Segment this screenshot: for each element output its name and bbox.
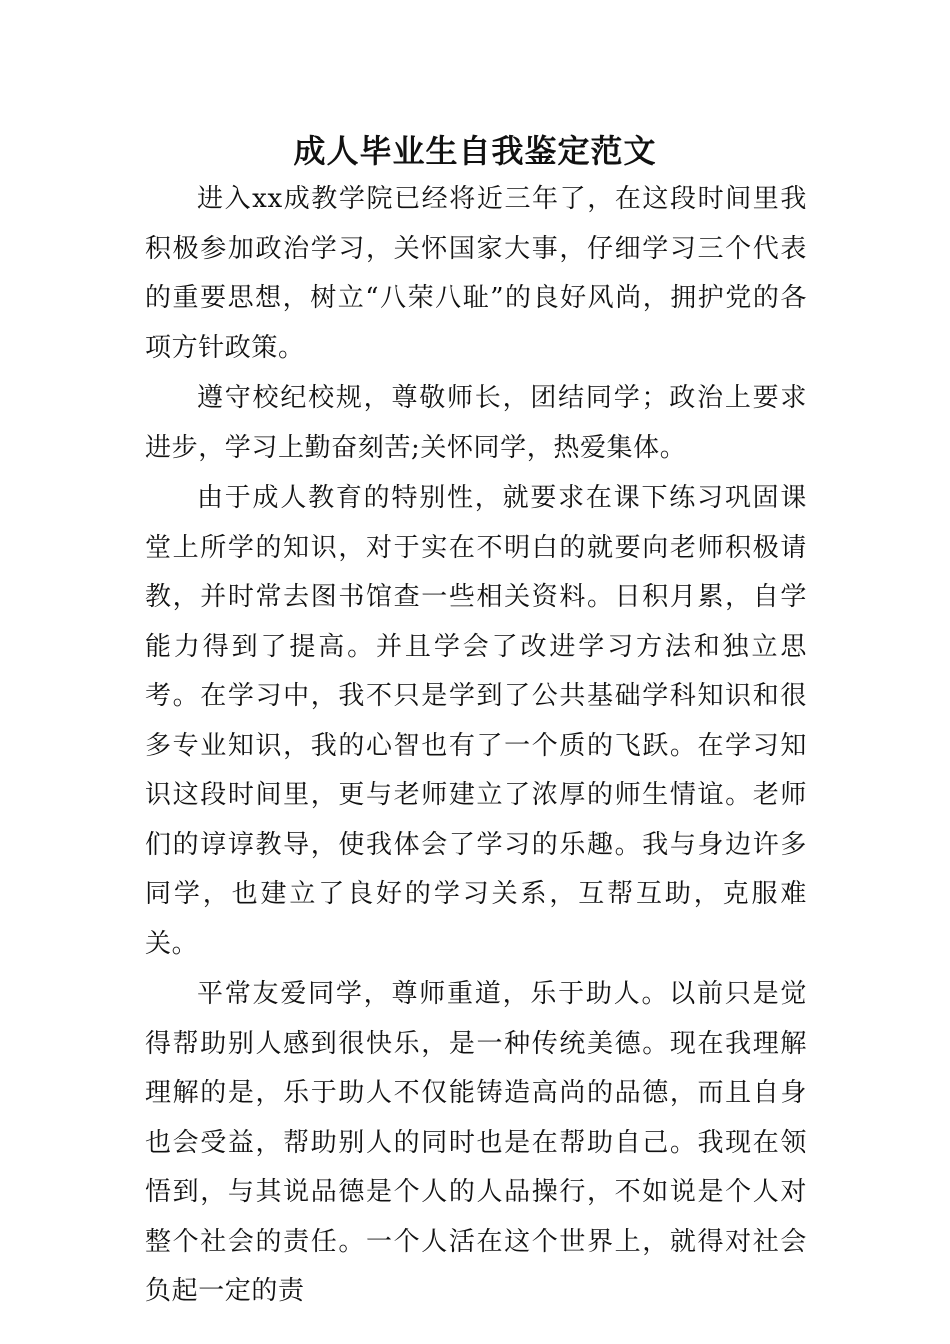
document-title: 成人毕业生自我鉴定范文: [293, 132, 657, 170]
document-body: [145, 175, 807, 1318]
paragraph-1: 进入xx成教学院已经将近三年了，在这段时间里我积极参加政治学习，关怀国家大事，仔细学习三个代表的重要思想，树立“八荣八耻”的良好风尚，拥护党的各项方针政策。: [145, 184, 807, 363]
paragraph-3: 由于成人教育的特别性，就要求在课下练习巩固课堂上所学的知识，对于实在不明白的就要向老师积极请教，并时常去图书馆查一些相关资料。日积月累，自学能力得到了提高。并且学会了改进学习方法和独立思考。在学习中，我不只是学到了公共基础学科知识和很多专业知识，我的心智也有了一个质的飞跃。在学习知识这段时间里，更与老师建立了浓厚的师生情谊。老师们的谆谆教导，使我体会了学习的乐趣。我与身边许多同学，也建立了良好的学习关系，互帮互助，克服难关。: [145, 483, 807, 959]
paragraph-2: 遵守校纪校规，尊敬师长，团结同学；政治上要求进步，学习上勤奋刻苦;关怀同学，热爱集体。: [145, 383, 807, 463]
paragraph-4: 平常友爱同学，尊师重道，乐于助人。以前只是觉得帮助别人感到很快乐，是一种传统美德。现在我理解理解的是，乐于助人不仅能铸造高尚的品德，而且自身也会受益，帮助别人的同时也是在帮助自己。我现在领悟到，与其说品德是个人的人品操行，不如说是个人对整个社会的责任。一个人活在这个世界上，就得对社会负起一定的责: [145, 979, 807, 1306]
